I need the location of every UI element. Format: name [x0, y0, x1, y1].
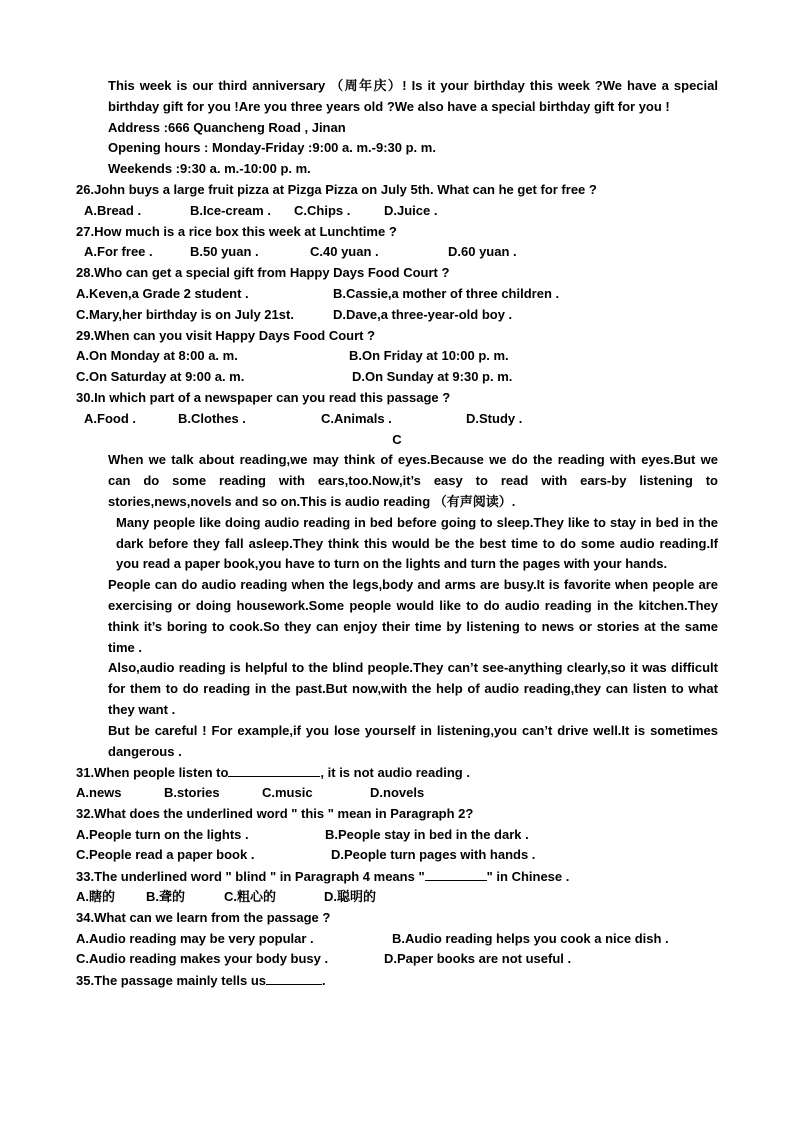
question-28: 28.Who can get a special gift from Happy Days Food Court ? — [76, 265, 450, 281]
passage-paragraph-5: But be careful ! For example,if you lose yourself in listening,you can’t drive well.It is sometimes dangerous . — [108, 722, 718, 759]
option-d[interactable]: D.60 yuan . — [448, 244, 517, 260]
option-d[interactable]: D.Juice . — [384, 202, 438, 218]
question-27-options — [76, 242, 718, 263]
option-a[interactable]: A.People turn on the lights . — [76, 826, 249, 842]
option-b[interactable]: B.Cassie,a mother of three children . — [333, 285, 560, 301]
option-b[interactable]: B.Audio reading helps you cook a nice dish . — [392, 930, 669, 946]
ad-weekends: Weekends :9:30 a. m.-10:00 p. m. — [108, 161, 311, 177]
question-32: 32.What does the underlined word " this " mean in Paragraph 2? — [76, 805, 474, 821]
question-26-options — [76, 201, 718, 222]
question-29-options-cd — [76, 367, 718, 388]
option-c[interactable]: C.music — [262, 785, 313, 801]
option-c[interactable]: C.On Saturday at 9:00 a. m. — [76, 369, 245, 385]
question-28-options-ab — [76, 284, 718, 305]
option-b[interactable]: B.50 yuan . — [190, 244, 259, 260]
section-heading: C — [392, 431, 402, 447]
option-d[interactable]: D.Paper books are not useful . — [384, 951, 572, 967]
answer-blank[interactable] — [266, 970, 322, 985]
option-a[interactable]: A.Bread . — [84, 202, 142, 218]
passage-paragraph-4: Also,audio reading is helpful to the blind people.They can’t see-anything clearly,so it was difficult for them to do reading in the past.But now,with the help of audio reading,they can listen to what they want . — [108, 660, 718, 717]
option-d[interactable]: D.Study . — [466, 410, 523, 426]
option-b[interactable]: B.On Friday at 10:00 p. m. — [349, 348, 509, 364]
option-d[interactable]: D.People turn pages with hands . — [331, 847, 536, 863]
question-27: 27.How much is a rice box this week at Lunchtime ? — [76, 223, 397, 239]
question-34-options-cd — [76, 949, 718, 970]
question-34-options-ab — [76, 929, 718, 950]
passage-paragraph-3: People can do audio reading when the legs,body and arms are busy.It is favorite when people are exercising or doing housework.Some people would like to do audio reading in the kitchen.They think it’s boring to cook.So they can enjoy their time by listening to news or stories at the same time . — [108, 577, 718, 655]
option-c[interactable]: C.Chips . — [294, 202, 351, 218]
option-d[interactable]: D.Dave,a three-year-old boy . — [333, 306, 513, 322]
question-31: 31.When people listen to , it is not audio reading . — [76, 762, 718, 783]
question-32-options-cd — [76, 845, 718, 866]
option-a[interactable]: A.Keven,a Grade 2 student . — [76, 285, 249, 301]
answer-blank[interactable] — [228, 762, 320, 777]
option-b[interactable]: B.Ice-cream . — [190, 202, 271, 218]
option-c[interactable]: C.People read a paper book . — [76, 847, 255, 863]
ad-address: Address :666 Quancheng Road , Jinan — [108, 119, 346, 135]
question-34: 34.What can we learn from the passage ? — [76, 909, 331, 925]
passage-paragraph-1: When we talk about reading,we may think of eyes.Because we do the reading with eyes.But we can do some reading with ears,too.Now,it’s easy to read with ears-by listening to stories,news,novels and so on.This is audio reading （有声阅读）. — [108, 452, 718, 509]
answer-blank[interactable] — [425, 866, 487, 881]
option-b[interactable]: B.Clothes . — [178, 410, 246, 426]
option-c[interactable]: C.Mary,her birthday is on July 21st. — [76, 306, 294, 322]
question-33: 33.The underlined word " blind " in Paragraph 4 means " " in Chinese . — [76, 866, 718, 887]
question-31-options — [76, 783, 718, 804]
option-a[interactable]: A.瞎的 — [76, 889, 116, 905]
exam-page — [76, 76, 718, 991]
passage-paragraph-2: Many people like doing audio reading in bed before going to sleep.They like to stay in bed in the dark before they fall asleep.They think this would be the best time to do some audio reading.If you read a paper book,you have to turn on the lights and turn the pages with your hands. — [116, 514, 718, 572]
option-a[interactable]: A.On Monday at 8:00 a. m. — [76, 348, 238, 364]
ad-intro: This week is our third anniversary （周年庆）! Is it your birthday this week ?We have a special birthday gift for you !Are you three years old ?We also have a special birthday gift for you ! — [108, 78, 718, 114]
option-c[interactable]: C.Animals . — [321, 410, 392, 426]
question-32-options-ab — [76, 825, 718, 846]
option-d[interactable]: D.聪明的 — [324, 889, 377, 905]
question-30: 30.In which part of a newspaper can you read this passage ? — [76, 389, 451, 405]
option-d[interactable]: D.On Sunday at 9:30 p. m. — [352, 369, 513, 385]
option-c[interactable]: C.Audio reading makes your body busy . — [76, 951, 329, 967]
option-c[interactable]: C.40 yuan . — [310, 244, 379, 260]
option-a[interactable]: A.For free . — [84, 244, 153, 260]
question-33-options — [76, 887, 718, 908]
question-30-options — [76, 409, 718, 430]
question-35: 35.The passage mainly tells us . — [76, 970, 718, 991]
option-c[interactable]: C.粗心的 — [224, 889, 277, 905]
question-29: 29.When can you visit Happy Days Food Court ? — [76, 327, 376, 343]
option-a[interactable]: A.Food . — [84, 410, 136, 426]
question-26: 26.John buys a large fruit pizza at Pizga Pizza on July 5th. What can he get for free ? — [76, 181, 597, 197]
option-a[interactable]: A.Audio reading may be very popular . — [76, 930, 314, 946]
option-a[interactable]: A.news — [76, 785, 122, 801]
question-29-options-ab — [76, 346, 718, 367]
option-b[interactable]: B.聋的 — [146, 889, 186, 905]
ad-hours: Opening hours : Monday-Friday :9:00 a. m.-9:30 p. m. — [108, 140, 436, 156]
option-d[interactable]: D.novels — [370, 785, 425, 801]
option-b[interactable]: B.People stay in bed in the dark . — [325, 826, 529, 842]
option-b[interactable]: B.stories — [164, 785, 220, 801]
question-28-options-cd — [76, 305, 718, 326]
